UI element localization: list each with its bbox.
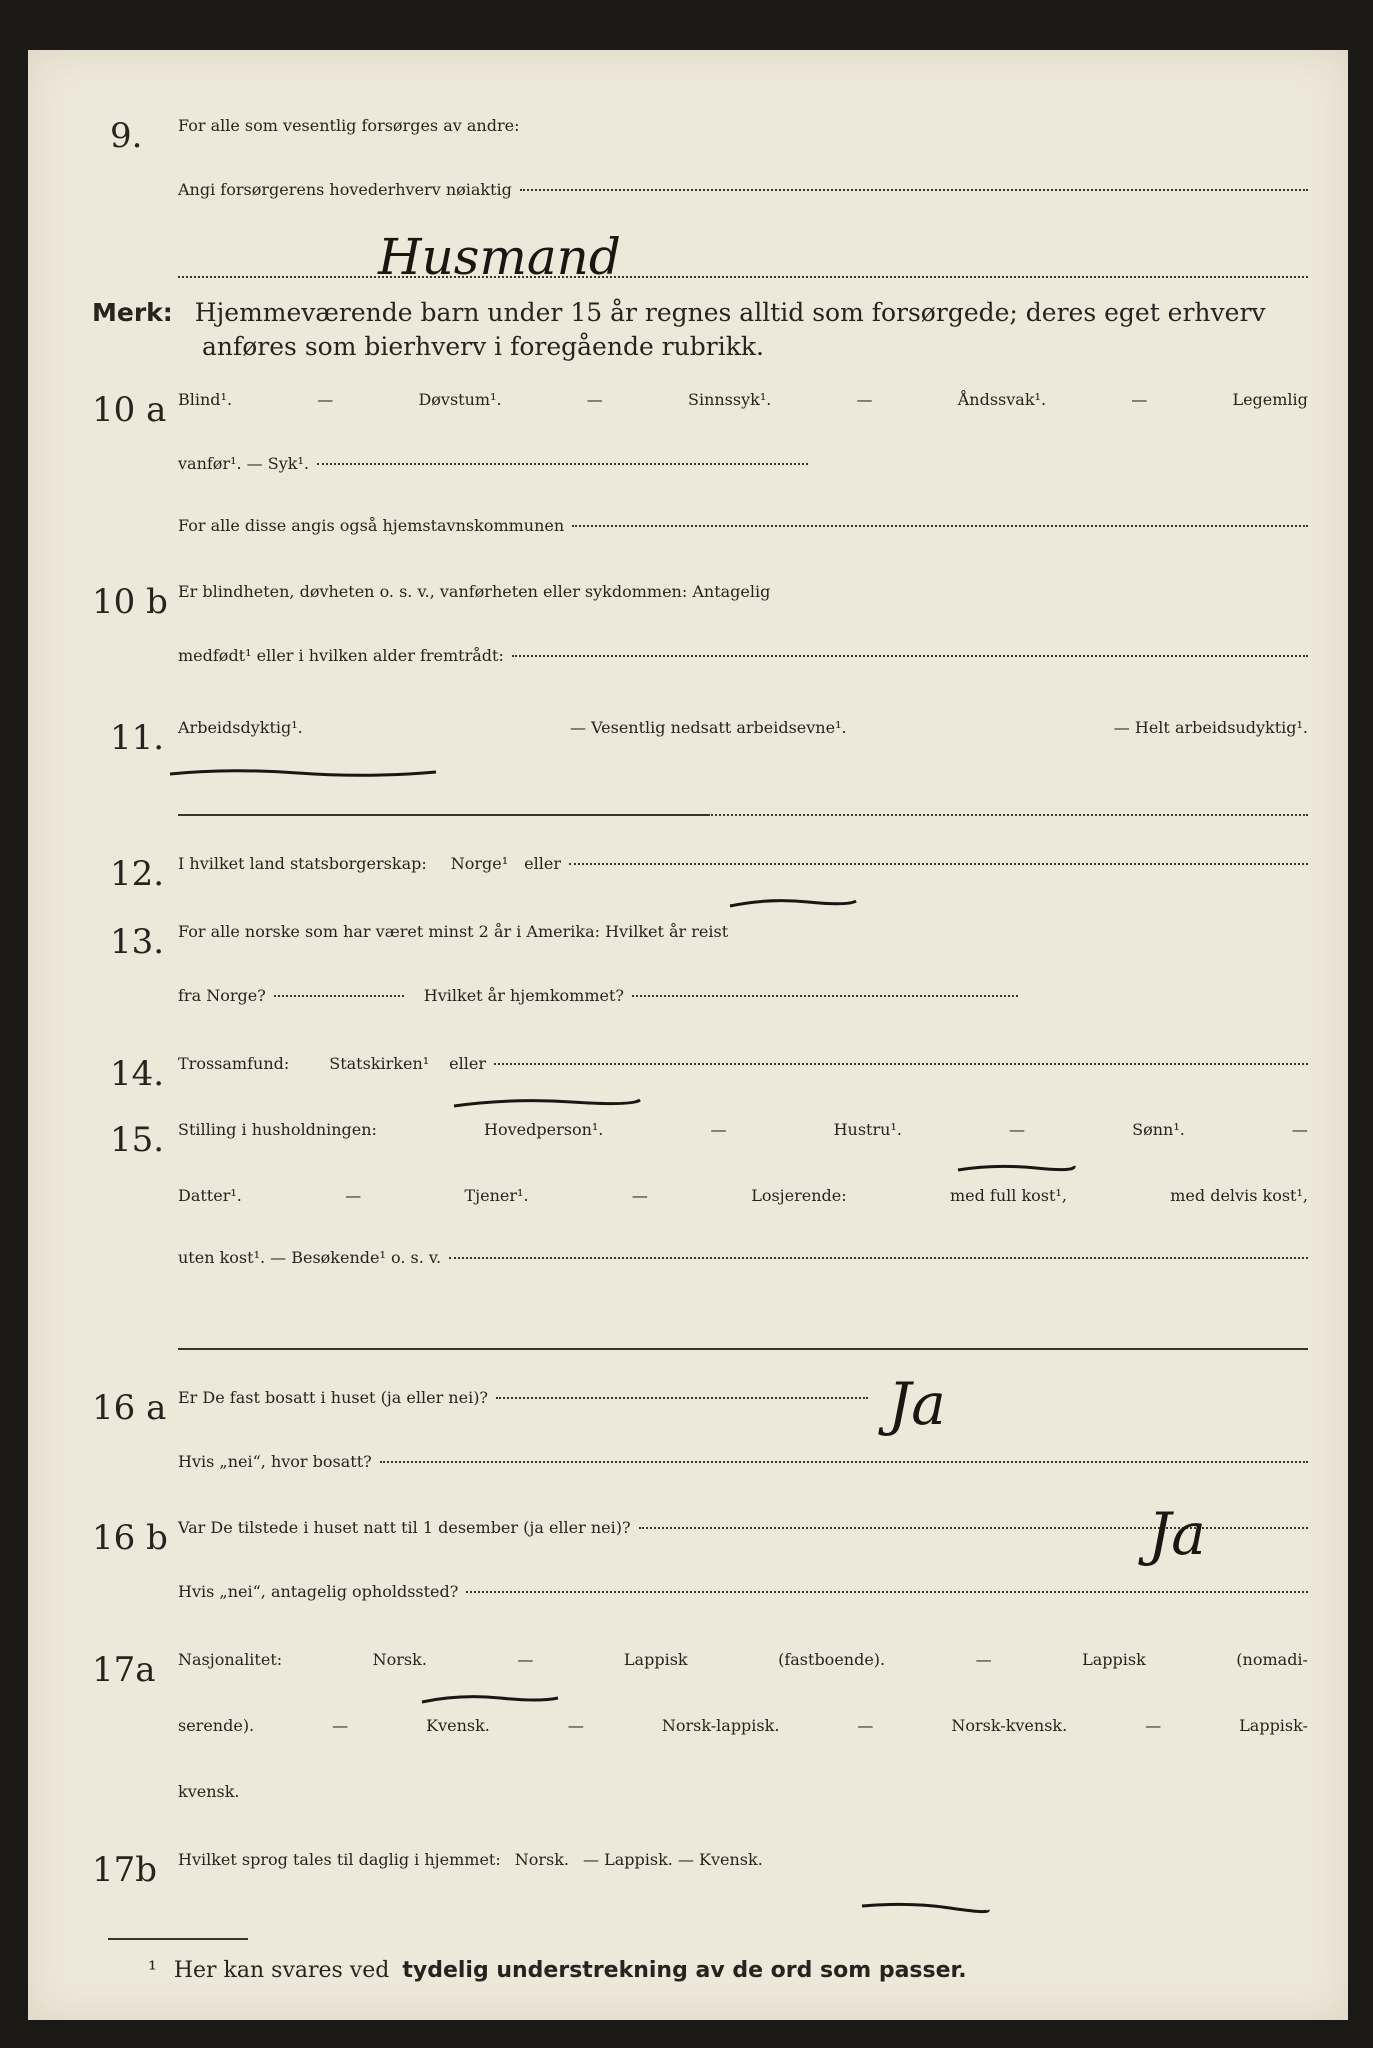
dash: — <box>332 1716 349 1735</box>
dash: — <box>856 390 873 409</box>
q17a-handwritten-underline <box>420 1692 560 1706</box>
q10b-line2 <box>178 646 1308 665</box>
q15-line1 <box>178 1120 1308 1139</box>
merk-note-line2 <box>202 332 764 361</box>
census-form-page <box>28 50 1348 2020</box>
q14-handwritten-underline <box>452 1096 642 1110</box>
q16b-line2-dotted-fill <box>466 1590 1308 1593</box>
q16b-handwritten-answer: Ja <box>1148 1500 1206 1568</box>
q17a-number: 17a <box>92 1650 156 1690</box>
q17b-prefix: Hvilket sprog tales til daglig i hjemmet: <box>178 1850 501 1869</box>
q17b-option-norsk: Norsk. <box>514 1850 570 1869</box>
q16b-number: 16 b <box>92 1518 168 1558</box>
q10a-line3-dotted-fill <box>572 524 1308 527</box>
q9-number: 9. <box>110 116 143 156</box>
q16a-dotted-fill <box>496 1396 868 1399</box>
q12-number: 12. <box>110 854 165 894</box>
dash: — <box>317 390 334 409</box>
dash: — <box>586 390 603 409</box>
q14-dotted-fill <box>494 1062 1308 1065</box>
q16b-line2-text: Hvis „nei“, antagelig opholdssted? <box>178 1582 459 1601</box>
q15-line2 <box>178 1186 1308 1205</box>
option-nomadiserende: (nomadi- <box>1236 1650 1308 1669</box>
q13-dotted-fill-b <box>632 994 1018 997</box>
q16a-line2-text: Hvis „nei“, hvor bosatt? <box>178 1452 372 1471</box>
dash: — <box>857 1716 874 1735</box>
merk-text2: anføres som bierhverv i foregående rubrikk. <box>202 332 764 361</box>
option-dovstum: Døvstum¹. <box>418 390 502 409</box>
option-norsk: Norsk. <box>372 1650 427 1669</box>
q16a-handwritten-answer: Ja <box>888 1370 946 1438</box>
q16a-line2-dotted-fill <box>380 1460 1308 1463</box>
q9-line1-text: For alle som vesentlig forsørges av andre: <box>178 116 520 135</box>
option-delvis-kost: med delvis kost¹, <box>1170 1186 1308 1205</box>
q12-handwritten-underline <box>728 896 858 910</box>
q10b-number: 10 b <box>92 582 168 622</box>
dash: — <box>631 1186 648 1205</box>
q17a-line3-text: kvensk. <box>178 1782 240 1801</box>
q16b-dotted-fill <box>639 1526 1308 1529</box>
dash: — <box>710 1120 727 1139</box>
q14-prefix: Trossamfund: <box>178 1054 290 1073</box>
q11-answer-line-dotted <box>708 814 1308 816</box>
option-serende: serende). <box>178 1716 255 1735</box>
q17b-line <box>178 1850 1308 1869</box>
q13-number: 13. <box>110 922 165 962</box>
footnote-mark: ¹ <box>148 1958 157 1983</box>
merk-label: Merk: <box>92 298 173 327</box>
option-andssvak: Åndssvak¹. <box>957 390 1047 409</box>
option-hustru: Hustru¹. <box>833 1120 902 1139</box>
q17a-label: Nasjonalitet: <box>178 1650 283 1669</box>
footnote <box>148 1958 967 1983</box>
q12-suffix: eller <box>524 854 561 873</box>
q16b-line2 <box>178 1582 1308 1601</box>
dash: — <box>975 1650 992 1669</box>
q16a-line2 <box>178 1452 1308 1471</box>
q16a-number: 16 a <box>92 1388 167 1428</box>
q10b-line2-text: medfødt¹ eller i hvilken alder fremtrådt: <box>178 646 504 665</box>
q10a-line2-dotted-fill <box>317 462 808 465</box>
option-norsk-kvensk: Norsk-kvensk. <box>951 1716 1068 1735</box>
option-nedsatt-arbeidsevne: — Vesentlig nedsatt arbeidsevne¹. <box>569 718 847 737</box>
q15-line3-text: uten kost¹. — Besøkende¹ o. s. v. <box>178 1248 442 1267</box>
q12-dotted-fill <box>569 862 1308 865</box>
option-kvensk: Kvensk. <box>426 1716 490 1735</box>
q17b-number: 17b <box>92 1850 158 1890</box>
q10b-line1 <box>178 582 1308 601</box>
q13-line2b: Hvilket år hjemkommet? <box>423 986 624 1005</box>
q16b-line1-text: Var De tilstede i huset natt til 1 desember (ja eller nei)? <box>178 1518 631 1537</box>
dash: — <box>567 1716 584 1735</box>
dash: — <box>517 1650 534 1669</box>
q11-answer-line-solid <box>178 814 708 816</box>
q12-option-norge: Norge¹ <box>450 854 509 873</box>
q15-line3 <box>178 1248 1308 1267</box>
option-blind: Blind¹. <box>178 390 233 409</box>
option-norsk-lappisk: Norsk-lappisk. <box>661 1716 780 1735</box>
q17b-handwritten-underline <box>860 1900 990 1914</box>
option-arbeidsdyktig: Arbeidsdyktig¹. <box>178 718 303 737</box>
option-legemlig: Legemlig <box>1232 390 1308 409</box>
option-lappisk-nomadiserende: Lappisk <box>1082 1650 1146 1669</box>
option-fastboende: (fastboende). <box>778 1650 886 1669</box>
q10a-line2-text: vanfør¹. — Syk¹. <box>178 454 309 473</box>
q14-option-statskirken: Statskirken¹ <box>329 1054 430 1073</box>
q10b-line1-text: Er blindheten, døvheten o. s. v., vanførheten eller sykdommen: Antagelig <box>178 582 771 601</box>
q11-handwritten-underline <box>168 766 438 780</box>
q9-line1 <box>178 116 1308 135</box>
q12-line <box>178 854 1308 873</box>
dash: — <box>1145 1716 1162 1735</box>
merk-note-line1 <box>92 298 1266 327</box>
q17a-line2 <box>178 1716 1308 1735</box>
q10a-line3-text: For alle disse angis også hjemstavnskommunen <box>178 516 565 535</box>
q15-label: Stilling i husholdningen: <box>178 1120 377 1139</box>
q14-line <box>178 1054 1308 1073</box>
q13-dotted-fill-a <box>274 994 404 997</box>
option-lappisk: Lappisk <box>623 1650 688 1669</box>
q16a-line1 <box>178 1388 868 1407</box>
dash: — <box>1131 390 1148 409</box>
q9-answer-line <box>178 276 1308 278</box>
option-losjerende: Losjerende: <box>751 1186 847 1205</box>
footnote-bold-text: tydelig understrekning av de ord som passer. <box>402 1958 967 1983</box>
q9-line2 <box>178 180 1308 199</box>
q13-line1-text: For alle norske som har været minst 2 år i Amerika: Hvilket år reist <box>178 922 729 941</box>
q10a-line2 <box>178 454 808 473</box>
q11-number: 11. <box>110 718 165 758</box>
merk-text1: Hjemmeværende barn under 15 år regnes alltid som forsørgede; deres eget erhverv <box>194 298 1266 327</box>
q9-line2-text: Angi forsørgerens hovederhverv nøiaktig <box>178 180 512 199</box>
q15-handwritten-underline <box>956 1162 1076 1176</box>
q14-suffix: eller <box>449 1054 486 1073</box>
q17a-line3 <box>178 1782 1308 1801</box>
q13-line2a: fra Norge? <box>178 986 266 1005</box>
option-datter: Datter¹. <box>178 1186 242 1205</box>
option-sonn: Sønn¹. <box>1132 1120 1185 1139</box>
option-tjener: Tjener¹. <box>464 1186 529 1205</box>
q9-handwritten-answer: Husmand <box>378 228 621 286</box>
footnote-separator <box>108 1938 248 1940</box>
footnote-text: Her kan svares ved <box>173 1958 390 1983</box>
q10a-line3 <box>178 516 1308 535</box>
q11-line1 <box>178 718 1308 737</box>
q12-prefix: I hvilket land statsborgerskap: <box>178 854 427 873</box>
q17a-line1 <box>178 1650 1308 1669</box>
q16a-line1-text: Er De fast bosatt i huset (ja eller nei)? <box>178 1388 489 1407</box>
q15-answer-line <box>178 1348 1308 1350</box>
q17b-suffix: — Lappisk. — Kvensk. <box>583 1850 763 1869</box>
q9-dotted-fill <box>520 188 1308 191</box>
q13-line1 <box>178 922 1308 941</box>
option-hovedperson: Hovedperson¹. <box>484 1120 604 1139</box>
option-arbeidsudyktig: — Helt arbeidsudyktig¹. <box>1113 718 1308 737</box>
q14-number: 14. <box>110 1054 165 1094</box>
q15-number: 15. <box>110 1120 165 1160</box>
dash: — <box>345 1186 362 1205</box>
dash: — <box>1009 1120 1026 1139</box>
option-full-kost: med full kost¹, <box>949 1186 1067 1205</box>
q10a-line1 <box>178 390 1308 409</box>
option-lappisk-kvensk: Lappisk- <box>1239 1716 1308 1735</box>
dash: — <box>1291 1120 1308 1139</box>
q15-dotted-fill <box>449 1256 1308 1259</box>
q10a-number: 10 a <box>92 390 167 430</box>
q16b-line1 <box>178 1518 1308 1537</box>
option-sinnssyk: Sinnssyk¹. <box>687 390 772 409</box>
q10b-dotted-fill <box>512 654 1308 657</box>
q13-line2 <box>178 986 1018 1005</box>
